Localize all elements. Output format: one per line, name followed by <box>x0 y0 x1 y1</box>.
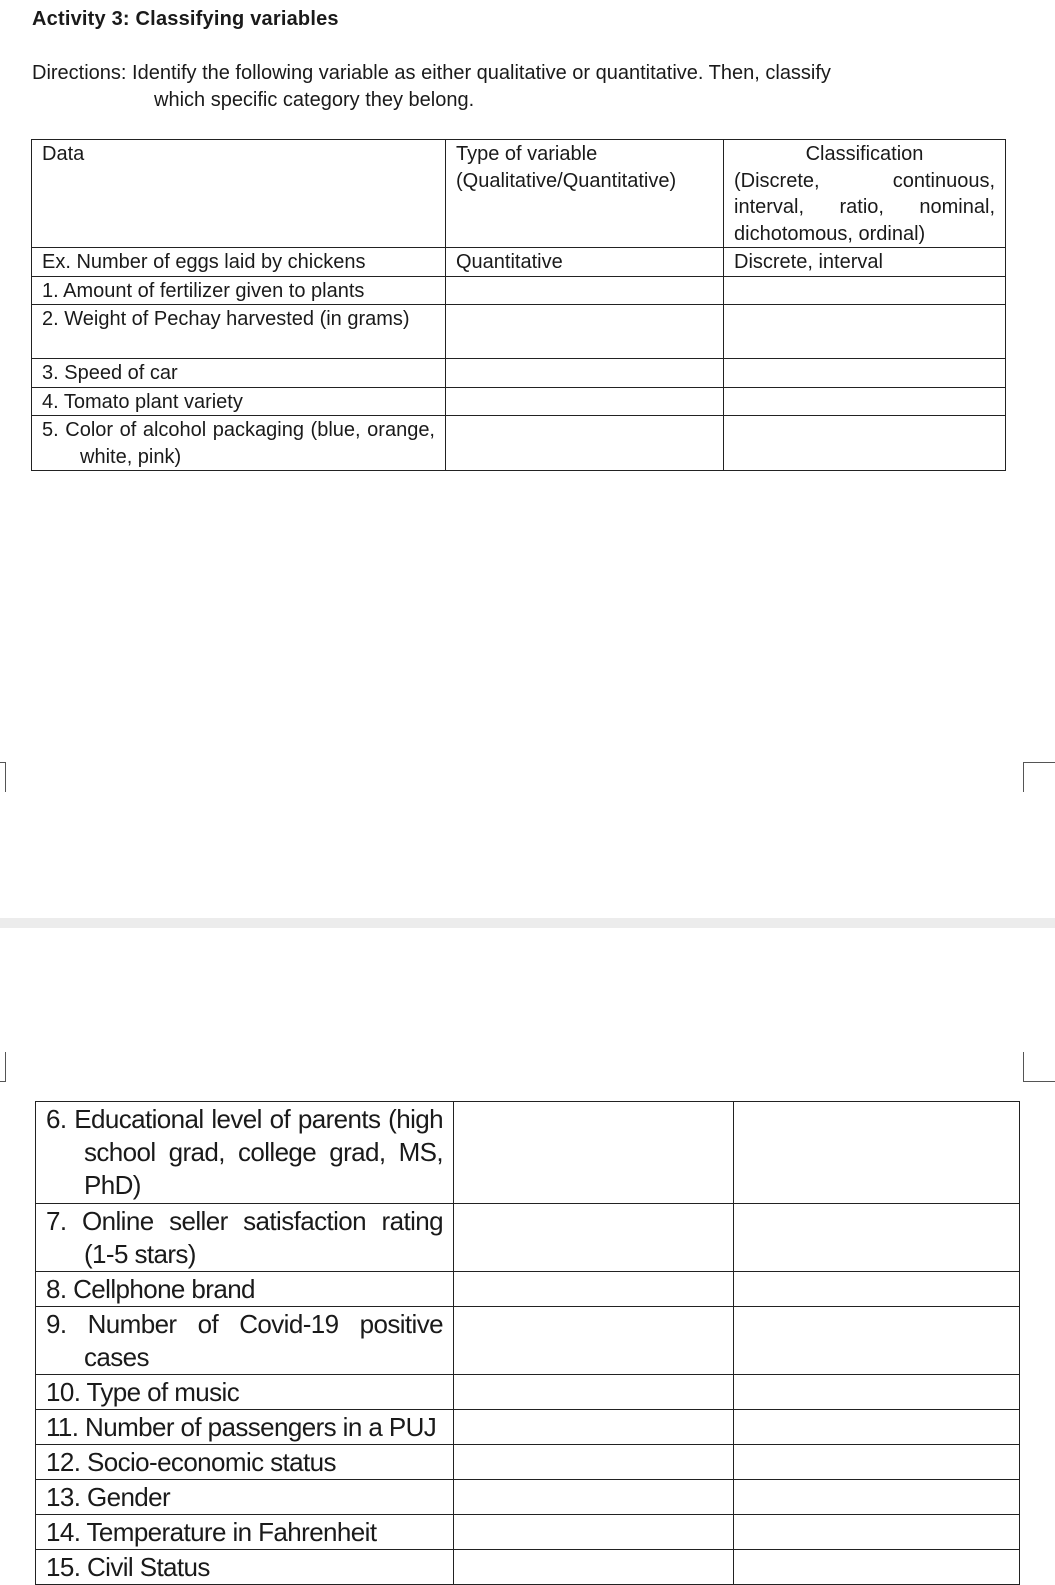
classification-answer-cell[interactable] <box>734 1204 1020 1272</box>
row-data <box>32 305 446 359</box>
type-answer-cell[interactable] <box>454 1102 734 1204</box>
directions-line-2: which specific category they belong. <box>154 89 475 111</box>
row-data-text: 15. Civil Status <box>46 1552 210 1582</box>
table-row <box>32 387 1006 416</box>
type-answer-cell[interactable] <box>446 305 724 359</box>
row-data-text: 4. Tomato plant variety <box>42 390 243 413</box>
table-row <box>36 1307 1020 1375</box>
table-row <box>36 1550 1020 1585</box>
row-data <box>32 359 446 388</box>
classification-answer-cell[interactable] <box>734 1480 1020 1515</box>
table-row-example <box>32 248 1006 277</box>
page-separator <box>0 918 1055 928</box>
type-answer-cell[interactable] <box>454 1204 734 1272</box>
classification-answer-cell[interactable] <box>734 1550 1020 1585</box>
row-data <box>36 1307 454 1375</box>
example-data: Ex. Number of eggs laid by chickens <box>32 248 446 277</box>
margin-mark-right-bottom <box>1023 1052 1055 1082</box>
type-answer-cell[interactable] <box>454 1550 734 1585</box>
row-data <box>36 1480 454 1515</box>
type-answer-cell[interactable] <box>446 416 724 471</box>
table-row <box>36 1204 1020 1272</box>
table-header-row <box>32 140 1006 248</box>
table-row <box>32 305 1006 359</box>
header-type-line-1: Type of variable <box>456 143 598 165</box>
type-answer-cell[interactable] <box>454 1307 734 1375</box>
classification-answer-cell[interactable] <box>724 305 1006 359</box>
table-row <box>36 1375 1020 1410</box>
row-data-text: 2. Weight of Pechay harvested (in grams) <box>42 308 410 330</box>
row-data-text: 6. Educational level of parents (high school grad, college grad, MS, PhD) <box>46 1104 443 1200</box>
classification-table-2 <box>35 1101 1020 1585</box>
table-row <box>32 416 1006 471</box>
table-row <box>36 1272 1020 1307</box>
header-classification <box>724 140 1006 248</box>
directions-text <box>32 60 992 114</box>
type-answer-cell[interactable] <box>446 387 724 416</box>
type-answer-cell[interactable] <box>454 1272 734 1307</box>
directions-line-1: Directions: Identify the following variable as either qualitative or quantitative. Then, classify <box>32 62 831 84</box>
row-data <box>36 1445 454 1480</box>
header-data: Data <box>32 140 446 248</box>
type-answer-cell[interactable] <box>454 1375 734 1410</box>
classification-answer-cell[interactable] <box>734 1272 1020 1307</box>
row-data-text: 5. Color of alcohol packaging (blue, orange, white, pink) <box>42 419 435 468</box>
table-row <box>36 1480 1020 1515</box>
classification-answer-cell[interactable] <box>734 1102 1020 1204</box>
margin-mark-right-top <box>1023 762 1055 792</box>
type-answer-cell[interactable] <box>446 359 724 388</box>
row-data-text: 10. Type of music <box>46 1377 240 1407</box>
row-data-text: 9. Number of Covid-19 positive cases <box>46 1309 443 1372</box>
row-data-text: 3. Speed of car <box>42 362 178 384</box>
header-type <box>446 140 724 248</box>
type-answer-cell[interactable] <box>454 1515 734 1550</box>
classification-answer-cell[interactable] <box>734 1445 1020 1480</box>
row-data-text: 12. Socio-economic status <box>46 1447 336 1477</box>
example-type: Quantitative <box>446 248 724 277</box>
row-data <box>36 1410 454 1445</box>
header-class-line-2: (Discrete, continuous, interval, ratio, nominal, dichotomous, ordinal) <box>734 169 995 245</box>
table-row <box>36 1515 1020 1550</box>
example-classification: Discrete, interval <box>724 248 1006 277</box>
classification-table-1 <box>31 139 1006 471</box>
row-data <box>36 1550 454 1585</box>
table-row <box>32 276 1006 305</box>
header-class-line-1: Classification <box>805 143 924 165</box>
table-row <box>36 1445 1020 1480</box>
classification-answer-cell[interactable] <box>724 359 1006 388</box>
classification-answer-cell[interactable] <box>734 1515 1020 1550</box>
row-data <box>32 416 446 471</box>
row-data-text: 7. Online seller satisfaction rating (1-5 stars) <box>46 1206 443 1269</box>
table-row <box>32 359 1006 388</box>
classification-answer-cell[interactable] <box>734 1410 1020 1445</box>
row-data-text: 1. Amount of fertilizer given to plants <box>42 279 365 302</box>
margin-mark-left-bottom <box>0 1052 6 1082</box>
row-data <box>36 1272 454 1307</box>
classification-answer-cell[interactable] <box>734 1375 1020 1410</box>
type-answer-cell[interactable] <box>454 1445 734 1480</box>
row-data <box>32 387 446 416</box>
activity-title: Activity 3: Classifying variables <box>32 8 339 30</box>
row-data <box>36 1102 454 1204</box>
row-data-text: 8. Cellphone brand <box>46 1274 255 1304</box>
type-answer-cell[interactable] <box>446 276 724 305</box>
type-answer-cell[interactable] <box>454 1480 734 1515</box>
row-data <box>36 1375 454 1410</box>
table-row <box>36 1102 1020 1204</box>
type-answer-cell[interactable] <box>454 1410 734 1445</box>
row-data <box>36 1204 454 1272</box>
classification-answer-cell[interactable] <box>724 276 1006 305</box>
row-data-text: 13. Gender <box>46 1482 171 1512</box>
classification-answer-cell[interactable] <box>724 416 1006 471</box>
row-data-text: 11. Number of passengers in a PUJ <box>46 1412 437 1442</box>
row-data-text: 14. Temperature in Fahrenheit <box>46 1517 377 1547</box>
row-data <box>32 276 446 305</box>
row-data <box>36 1515 454 1550</box>
table-row <box>36 1410 1020 1445</box>
margin-mark-left-top <box>0 762 6 792</box>
classification-answer-cell[interactable] <box>734 1307 1020 1375</box>
header-type-line-2: (Qualitative/Quantitative) <box>456 169 677 192</box>
classification-answer-cell[interactable] <box>724 387 1006 416</box>
